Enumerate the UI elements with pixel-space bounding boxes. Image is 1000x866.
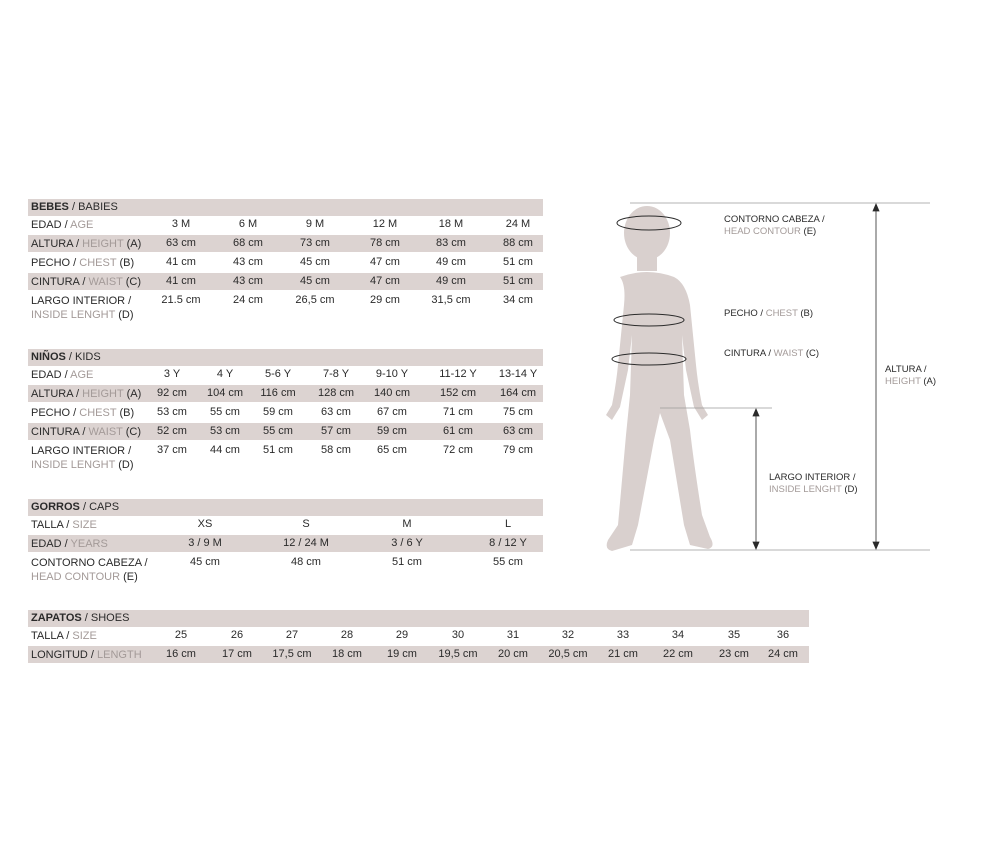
caps-cell: 3 / 6 Y: [391, 537, 423, 549]
waist-en: WAIST: [773, 348, 804, 359]
babies-cell: 47 cm: [370, 256, 400, 268]
label-en: SIZE: [72, 630, 97, 642]
label-suffix: (E): [123, 571, 138, 583]
label-en: AGE: [70, 369, 94, 381]
kids-cell: 9-10 Y: [375, 368, 409, 380]
babies-cell: 73 cm: [300, 237, 330, 249]
shoes-cell: 23 cm: [719, 648, 749, 660]
kids-cell: 51 cm: [263, 444, 293, 456]
babies-cell: 45 cm: [300, 256, 330, 268]
waist-es: CINTURA /: [724, 348, 771, 359]
label-suffix: (A): [126, 238, 142, 250]
shoes-cell: 35: [727, 629, 741, 641]
label-en: INSIDE LENGHT: [31, 459, 116, 471]
shoes-cell: 16 cm: [166, 648, 196, 660]
caps-cell: 48 cm: [291, 556, 321, 568]
kids-row: [28, 404, 543, 421]
kids-cell: 140 cm: [373, 387, 411, 399]
caps-title-en: CAPS: [89, 501, 120, 513]
kids-cell: 55 cm: [263, 425, 293, 437]
shoes-cell: 20 cm: [498, 648, 528, 660]
label-suffix: (C): [125, 426, 142, 438]
label-es: PECHO: [31, 407, 71, 419]
height-suffix: (A): [923, 376, 937, 387]
shoes-cell: 34: [671, 629, 685, 641]
caps-title-es: GORROS: [31, 501, 80, 513]
label-en: INSIDE LENGHT: [31, 309, 116, 321]
shoes-cell: 19 cm: [387, 648, 417, 660]
waist-suffix: (C): [805, 348, 820, 359]
kids-cell: 71 cm: [443, 406, 473, 418]
kids-cell: 75 cm: [503, 406, 533, 418]
babies-table: [28, 199, 543, 329]
chest-es: PECHO /: [724, 308, 764, 319]
label-es: EDAD: [31, 219, 62, 231]
label-en: LENGTH: [97, 649, 142, 661]
babies-cell: 47 cm: [370, 275, 400, 287]
label-es: TALLA: [31, 630, 64, 642]
kids-title-en: KIDS: [75, 351, 101, 363]
kids-cell: 152 cm: [439, 387, 477, 399]
babies-cell: 83 cm: [436, 237, 466, 249]
kids-cell: 67 cm: [377, 406, 407, 418]
height-annotation: [885, 364, 936, 388]
caps-cell: 45 cm: [190, 556, 220, 568]
babies-cell: 3 M: [171, 218, 191, 230]
label-en: YEARS: [70, 538, 108, 550]
babies-cell: 41 cm: [166, 275, 196, 287]
head-es: CONTORNO CABEZA /: [724, 214, 825, 225]
caps-row: [28, 554, 543, 583]
babies-cell: 49 cm: [436, 275, 466, 287]
height-es: ALTURA /: [885, 364, 927, 375]
kids-cell: 65 cm: [377, 444, 407, 456]
kids-row-label: PECHO / CHEST (B): [31, 407, 135, 419]
babies-cell: 63 cm: [166, 237, 196, 249]
kids-cell: 63 cm: [321, 406, 351, 418]
label-es: TALLA: [31, 519, 64, 531]
label-en: HEAD CONTOUR: [31, 571, 121, 583]
kids-row-label: [31, 444, 134, 472]
kids-cell: 79 cm: [503, 444, 533, 456]
chest-annotation: [724, 308, 813, 320]
inside-length-annotation: [769, 472, 858, 496]
label-es: CONTORNO CABEZA /: [31, 557, 148, 569]
label-en: AGE: [70, 219, 94, 231]
babies-row: [28, 273, 543, 290]
babies-cell: 26,5 cm: [295, 294, 335, 306]
babies-row-label: EDAD / AGE: [31, 219, 94, 231]
head-en: HEAD CONTOUR: [724, 226, 801, 237]
label-es: CINTURA: [31, 426, 80, 438]
kids-cell: 44 cm: [210, 444, 240, 456]
label-suffix: (B): [119, 257, 135, 269]
inside-suffix: (D): [844, 484, 858, 495]
babies-row: [28, 254, 543, 271]
kids-header: NIÑOS / KIDS: [28, 349, 543, 366]
kids-cell: 61 cm: [443, 425, 473, 437]
shoes-cell: 19,5 cm: [438, 648, 478, 660]
shoes-row-label: TALLA / SIZE: [31, 630, 97, 642]
label-en: WAIST: [88, 276, 123, 288]
caps-row: [28, 535, 543, 552]
shoes-cell: 32: [561, 629, 575, 641]
babies-cell: 24 M: [505, 218, 531, 230]
label-es: LARGO INTERIOR /: [31, 295, 132, 307]
shoes-row: [28, 627, 809, 644]
height-en: HEIGHT: [885, 376, 921, 387]
shoes-cell: 18 cm: [332, 648, 362, 660]
label-en: WAIST: [88, 426, 123, 438]
kids-cell: 52 cm: [157, 425, 187, 437]
babies-row-label: PECHO / CHEST (B): [31, 257, 135, 269]
chest-suffix: (B): [800, 308, 814, 319]
waist-annotation: [724, 348, 819, 360]
babies-cell: 31,5 cm: [431, 294, 471, 306]
label-en: HEIGHT: [82, 388, 124, 400]
shoes-cell: 28: [340, 629, 354, 641]
label-es: EDAD: [31, 538, 62, 550]
kids-row: [28, 423, 543, 440]
caps-row-label: EDAD / YEARS: [31, 538, 108, 550]
label-suffix: (B): [119, 407, 135, 419]
kids-cell: 128 cm: [317, 387, 355, 399]
inside-en: INSIDE LENGHT: [769, 484, 842, 495]
babies-cell: 18 M: [438, 218, 464, 230]
babies-cell: 24 cm: [233, 294, 263, 306]
kids-row-label: ALTURA / HEIGHT (A): [31, 388, 142, 400]
shoes-cell: 33: [616, 629, 630, 641]
label-es: PECHO: [31, 257, 71, 269]
label-en: SIZE: [72, 519, 97, 531]
kids-cell: 63 cm: [503, 425, 533, 437]
kids-cell: 59 cm: [377, 425, 407, 437]
babies-cell: 49 cm: [436, 256, 466, 268]
kids-cell: 53 cm: [210, 425, 240, 437]
shoes-cell: 17,5 cm: [272, 648, 312, 660]
kids-table: [28, 349, 543, 479]
shoes-cell: 36: [776, 629, 790, 641]
babies-row-label: [31, 294, 134, 322]
caps-table: [28, 499, 543, 589]
caps-cell: L: [504, 518, 512, 530]
kids-cell: 59 cm: [263, 406, 293, 418]
caps-cell: 8 / 12 Y: [489, 537, 527, 549]
caps-row-label: [31, 556, 148, 584]
babies-cell: 88 cm: [503, 237, 533, 249]
kids-cell: 116 cm: [260, 387, 296, 399]
kids-cell: 104 cm: [206, 387, 244, 399]
kids-cell: 55 cm: [210, 406, 240, 418]
caps-cell: XS: [197, 518, 213, 530]
kids-cell: 53 cm: [157, 406, 187, 418]
shoes-title-es: ZAPATOS: [31, 612, 82, 624]
babies-cell: 12 M: [372, 218, 398, 230]
caps-cell: 12 / 24 M: [283, 537, 329, 549]
kids-cell: 58 cm: [321, 444, 351, 456]
caps-row-label: TALLA / SIZE: [31, 519, 97, 531]
label-suffix: (D): [118, 459, 134, 471]
label-suffix: (D): [118, 309, 134, 321]
babies-row-label: CINTURA / WAIST (C): [31, 276, 142, 288]
kids-cell: 3 Y: [163, 368, 181, 380]
babies-header: BEBES / BABIES: [28, 199, 543, 216]
label-en: CHEST: [79, 407, 117, 419]
babies-row-label: ALTURA / HEIGHT (A): [31, 238, 142, 250]
label-es: LONGITUD: [31, 649, 88, 661]
shoes-cell: 22 cm: [663, 648, 693, 660]
babies-row: [28, 292, 543, 321]
babies-cell: 29 cm: [370, 294, 400, 306]
kids-cell: 4 Y: [216, 368, 234, 380]
caps-cell: 51 cm: [392, 556, 422, 568]
babies-cell: 78 cm: [370, 237, 400, 249]
head-contour-annotation: [724, 214, 825, 238]
babies-cell: 9 M: [305, 218, 325, 230]
shoes-cell: 24 cm: [768, 648, 798, 660]
shoes-cell: 27: [285, 629, 299, 641]
kids-cell: 37 cm: [157, 444, 187, 456]
label-es: LARGO INTERIOR /: [31, 445, 132, 457]
kids-row: [28, 385, 543, 402]
kids-cell: 5-6 Y: [264, 368, 292, 380]
babies-cell: 51 cm: [503, 275, 533, 287]
babies-cell: 68 cm: [233, 237, 263, 249]
caps-cell: 3 / 9 M: [188, 537, 222, 549]
label-suffix: (A): [126, 388, 142, 400]
inside-es: LARGO INTERIOR /: [769, 472, 856, 483]
kids-row-label: EDAD / AGE: [31, 369, 94, 381]
kids-title-es: NIÑOS: [31, 351, 66, 363]
babies-cell: 41 cm: [166, 256, 196, 268]
label-en: CHEST: [79, 257, 117, 269]
chest-en: CHEST: [765, 308, 798, 319]
shoes-cell: 20,5 cm: [548, 648, 588, 660]
shoes-cell: 21 cm: [608, 648, 638, 660]
label-es: ALTURA: [31, 388, 73, 400]
kids-cell: 57 cm: [321, 425, 351, 437]
babies-cell: 51 cm: [503, 256, 533, 268]
babies-cell: 43 cm: [233, 256, 263, 268]
label-en: HEIGHT: [82, 238, 124, 250]
kids-cell: 13-14 Y: [498, 368, 538, 380]
shoes-cell: 25: [174, 629, 188, 641]
caps-row: [28, 516, 543, 533]
kids-row: [28, 366, 543, 383]
shoes-cell: 17 cm: [222, 648, 252, 660]
shoes-cell: 29: [395, 629, 409, 641]
babies-row: [28, 235, 543, 252]
label-suffix: (C): [125, 276, 142, 288]
babies-title-en: BABIES: [78, 201, 118, 213]
kids-cell: 92 cm: [157, 387, 187, 399]
kids-cell: 72 cm: [443, 444, 473, 456]
label-es: CINTURA: [31, 276, 80, 288]
kids-row-label: CINTURA / WAIST (C): [31, 426, 142, 438]
babies-row: [28, 216, 543, 233]
head-suffix: (E): [803, 226, 817, 237]
kids-row: [28, 442, 543, 471]
caps-cell: S: [302, 518, 310, 530]
babies-cell: 34 cm: [503, 294, 533, 306]
kids-cell: 11-12 Y: [439, 368, 477, 380]
shoes-table: [28, 610, 809, 670]
caps-header: GORROS / CAPS: [28, 499, 543, 516]
babies-cell: 6 M: [238, 218, 258, 230]
caps-cell: 55 cm: [493, 556, 523, 568]
label-es: EDAD: [31, 369, 62, 381]
kids-cell: 164 cm: [499, 387, 537, 399]
shoes-cell: 30: [451, 629, 465, 641]
measurement-figure: [590, 195, 950, 565]
caps-cell: M: [402, 518, 412, 530]
shoes-cell: 26: [230, 629, 244, 641]
shoes-row-label: LONGITUD / LENGTH: [31, 649, 142, 661]
kids-cell: 7-8 Y: [322, 368, 350, 380]
babies-cell: 45 cm: [300, 275, 330, 287]
babies-title-es: BEBES: [31, 201, 69, 213]
label-es: ALTURA: [31, 238, 73, 250]
babies-cell: 43 cm: [233, 275, 263, 287]
shoes-header: ZAPATOS / SHOES: [28, 610, 809, 627]
shoes-cell: 31: [506, 629, 520, 641]
babies-cell: 21.5 cm: [161, 294, 201, 306]
shoes-title-en: SHOES: [90, 612, 130, 624]
shoes-row: [28, 646, 809, 663]
